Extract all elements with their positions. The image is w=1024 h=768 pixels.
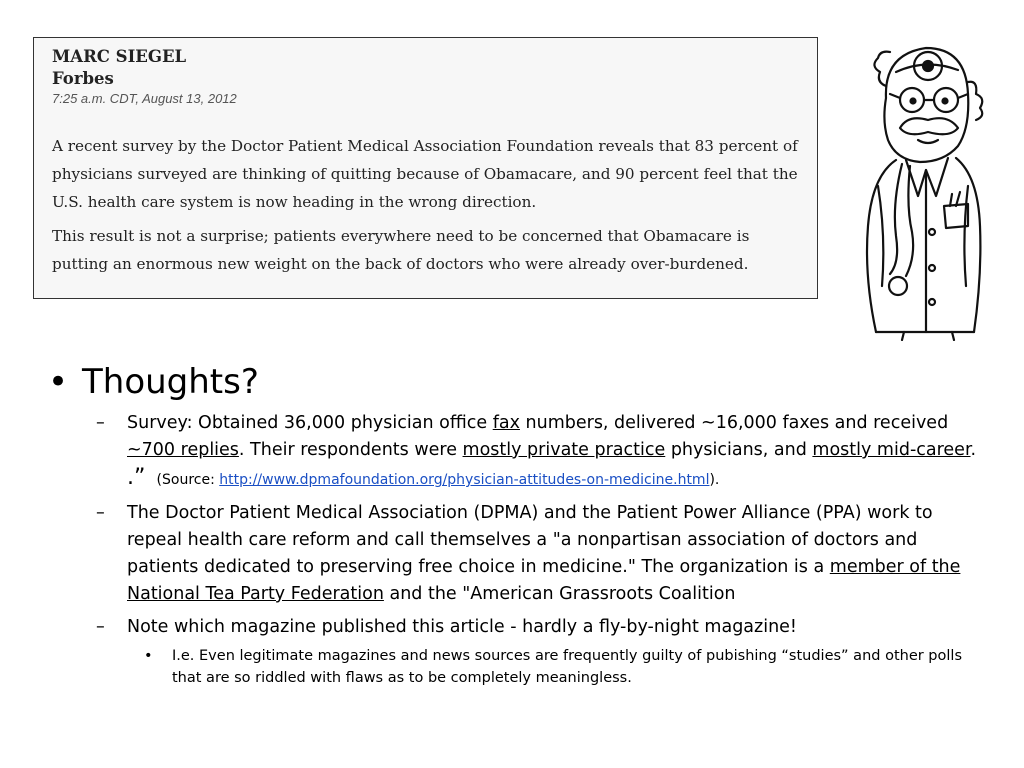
sub-bullet-magazine <box>40 614 980 641</box>
dash-marker: – <box>96 617 105 637</box>
bullet-marker: • <box>144 648 153 664</box>
doctor-cartoon-illustration <box>856 36 986 341</box>
dash-marker: – <box>96 413 105 433</box>
bullet-heading <box>40 360 980 404</box>
underlined-tea-party: member of the National Tea Party Federation <box>127 557 961 604</box>
text: and the "American Grassroots Coalition <box>383 584 736 604</box>
article-author: MARC SIEGEL <box>52 47 187 66</box>
text: physicians, and <box>665 440 813 460</box>
sub-sub-bullet <box>40 645 980 689</box>
underlined-fax: fax <box>492 413 520 433</box>
article-paragraph: This result is not a surprise; patients everywhere need to be concerned that Obamacare is putting an enormous new weight on the back of doctors who were already over-burdened. <box>52 227 750 273</box>
underlined-mid-career: mostly mid-career <box>812 440 971 460</box>
underlined-private-practice: mostly private practice <box>462 440 666 460</box>
legitimacy-note: I.e. Even legitimate magazines and news sources are frequently guilty of pubishing “studies” and other polls that are so riddled with flaws as to be completely meaningless. <box>172 648 962 686</box>
source-close: ). <box>709 472 720 488</box>
article-paragraph: A recent survey by the Doctor Patient Medical Association Foundation reveals that 83 percent of physicians surveyed are thinking of quitting because of Obamacare, and 90 percent feel that the U.S. health care system is now heading in the wrong direction. <box>52 137 798 211</box>
sub-bullet-survey <box>40 410 980 494</box>
dash-marker: – <box>96 503 105 523</box>
text: . <box>970 440 977 460</box>
bullet-marker: • <box>48 362 69 402</box>
source-link[interactable]: http://www.dpmafoundation.org/physician-attitudes-on-medicine.html <box>219 472 710 488</box>
heading-thoughts: Thoughts? <box>82 362 259 402</box>
text: The Doctor Patient Medical Association (DPMA) and the Patient Power Alliance (PPA) work to repeal health care reform and call themselves a "a nonpartisan association of doctors and patients dedicated to preserving free choice in medicine." The organization is a <box>127 503 933 577</box>
slide-bullet-list <box>40 360 980 689</box>
text: . Their respondents were <box>238 440 463 460</box>
magazine-note: Note which magazine published this article - hardly a fly-by-night magazine! <box>127 617 797 637</box>
source-open: (Source: <box>156 472 220 488</box>
text: numbers, delivered ~16,000 faxes and received <box>519 413 949 433</box>
underlined-replies: ~700 replies <box>127 440 239 460</box>
article-excerpt <box>33 37 818 299</box>
article-dateline: 7:25 a.m. CDT, August 13, 2012 <box>52 91 237 106</box>
text: Survey: Obtained 36,000 physician office <box>127 413 493 433</box>
sub-bullet-dpma <box>40 500 980 608</box>
article-outlet: Forbes <box>52 69 114 88</box>
quote-mark: .” <box>127 465 146 490</box>
